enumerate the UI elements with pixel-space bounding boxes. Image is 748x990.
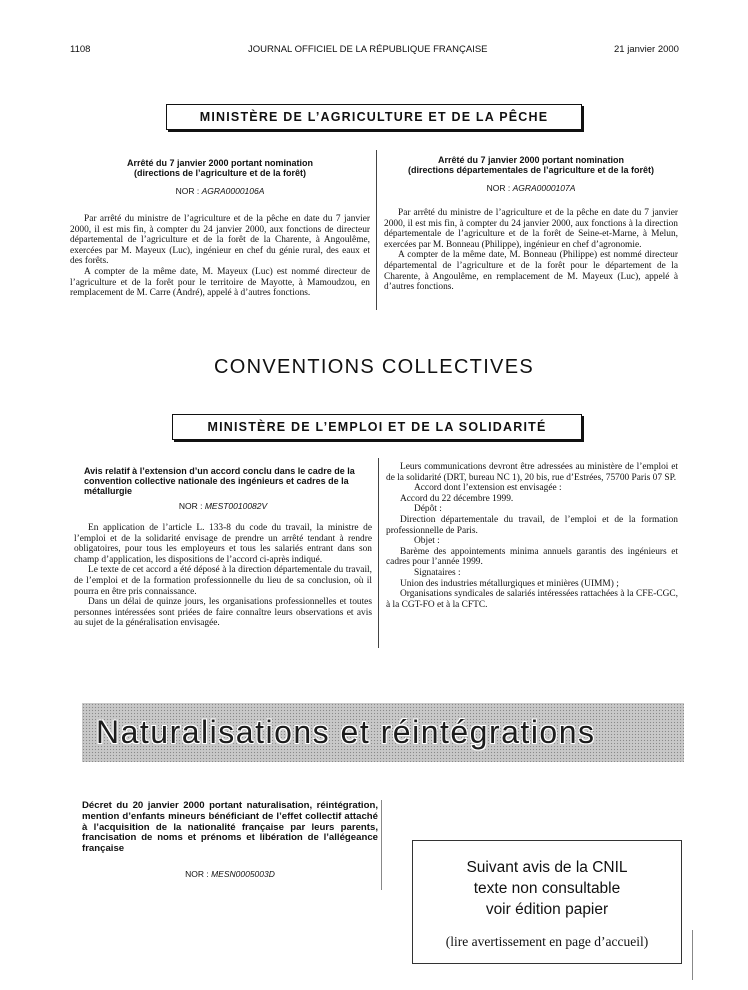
nor-code: AGRA0000106A xyxy=(201,186,265,196)
signataire-2: Organisations syndicales de salariés intéressées rattachées à la CFE-CGC, à la CGT-FO et à la CFTC. xyxy=(386,589,678,610)
nor-label: NOR : xyxy=(175,186,200,196)
cnil-line-1: Suivant avis de la CNIL xyxy=(466,859,628,876)
decret-title: Décret du 20 janvier 2000 portant naturalisation, réintégration, mention d’enfants mineurs bénéficiant de l’effet collectif attaché à l’acquisition de la nationalité française par leurs parents, francisation de noms et prénoms et libération de l’allégeance française xyxy=(82,800,378,855)
avis-right-paragraph-1: Leurs communications devront être adressées au ministère de l’emploi et de la solidarité (DRT, bureau NC 1), 20 bis, rue d’Estrées, 75700 Paris 07 SP. xyxy=(386,462,678,483)
avis-paragraph-1: En application de l’article L. 133-8 du code du travail, la ministre de l’emploi et de la solidarité envisage de prendre un arrêté tendant à rendre obligatoires, pour tous les employeurs et tous les salariés entrant dans son champ d’application, les dispositions de l’accord ci-après indiqué. xyxy=(74,523,372,565)
nor-code: MESN0005003D xyxy=(211,868,275,879)
accord-label: Accord dont l’extension est envisagée : xyxy=(414,483,562,494)
avis-right xyxy=(386,462,678,610)
decree-right-paragraph-2: A compter de la même date, M. Bonneau (Philippe) est nommé directeur départemental de l’agriculture et de la forêt pour le département de la Charente, à Angoulême, en remplacement de M. Mayeux (Luc), appelé à d’autres fonctions. xyxy=(384,250,678,293)
decret-naturalisation xyxy=(82,801,378,879)
margin-line xyxy=(692,930,693,980)
signataires-label: Signataires : xyxy=(414,567,461,578)
column-divider xyxy=(381,800,382,890)
ministry-employment-title: MINISTÈRE DE L’EMPLOI ET DE LA SOLIDARITÉ xyxy=(207,420,547,434)
ministry-employment-box xyxy=(172,414,582,440)
column-divider xyxy=(378,458,379,648)
journal-title: JOURNAL OFFICIEL DE LA RÉPUBLIQUE FRANÇAISE xyxy=(248,44,488,55)
decree-left-title-2: (directions de l’agriculture et de la forêt) xyxy=(133,168,307,178)
cnil-note: (lire avertissement en page d’accueil) xyxy=(445,934,649,949)
objet-value: Barème des appointements minima annuels garantis des ingénieurs et cadres pour l’année 1999. xyxy=(386,546,678,568)
decree-right-paragraph-1: Par arrêté du ministre de l’agriculture et de la pêche en date du 7 janvier 2000, il est mis fin, à compter du 24 janvier 2000, aux fonctions à la direction départementale de l’agriculture et de la forêt de Seine-et-Marne, à Melun, exercées par M. Bonneau (Philippe), ingénieur en chef d’agronomie. xyxy=(384,208,678,250)
avis-paragraph-3: Dans un délai de quinze jours, les organisations professionnelles et toutes personnes intéressées sont priées de faire connaître leurs observations et avis au sujet de la généralisation envisagée. xyxy=(74,597,372,629)
avis-paragraph-2: Le texte de cet accord a été déposé à la direction départementale du travail, de l’emploi et de la formation professionnelle du lieu de sa conclusion, où il pourra en être pris connaissance. xyxy=(74,565,372,597)
banner-title: Naturalisations et réintégrations xyxy=(96,714,596,750)
decree-right-title-1: Arrêté du 7 janvier 2000 portant nomination xyxy=(437,155,625,165)
nor-label: NOR : xyxy=(178,501,203,511)
decree-left-paragraph-1: Par arrêté du ministre de l’agriculture et de la pêche en date du 7 janvier 2000, il est mis fin, à compter du 24 janvier 2000, aux fonctions de directeur départemental de l’agriculture et de la forêt de la Charente, à Angoulême, exercées par M. Mayeux (Luc), ingénieur en chef du génie rural, des eaux et des forêts. xyxy=(70,214,370,267)
page-number: 1108 xyxy=(70,44,91,55)
decree-left-paragraph-2: A compter de la même date, M. Mayeux (Luc) est nommé directeur de l’agriculture et de la forêt pour le territoire de Mayotte, à Mamoudzou, en remplacement de M. Carre (André), appelé à d’autres fonctions. xyxy=(70,266,370,299)
avis-nor xyxy=(74,501,372,511)
decree-right-title-2: (directions départementales de l’agriculture et de la forêt) xyxy=(407,165,655,175)
cnil-notice-box xyxy=(412,840,682,964)
decree-left-nor xyxy=(70,186,370,196)
naturalisations-banner xyxy=(82,703,684,762)
objet-label: Objet : xyxy=(414,536,440,547)
decree-right xyxy=(384,155,678,293)
nor-label: NOR : xyxy=(185,868,209,879)
signataire-1: Union des industries métallurgiques et minières (UIMM) ; xyxy=(400,578,619,589)
section-title: CONVENTIONS COLLECTIVES xyxy=(214,356,534,378)
accord-value: Accord du 22 décembre 1999. xyxy=(400,493,514,504)
ministry-agriculture-box xyxy=(166,104,582,130)
decree-left-body xyxy=(70,214,370,299)
decree-right-body xyxy=(384,208,678,293)
column-divider xyxy=(376,150,377,310)
cnil-line-2: texte non consultable xyxy=(473,880,621,897)
decree-right-nor xyxy=(384,183,678,193)
nor-label: NOR : xyxy=(486,183,511,193)
depot-value: Direction départementale du travail, de l’emploi et de la formation professionnelle de Paris. xyxy=(386,514,678,536)
issue-date: 21 janvier 2000 xyxy=(614,44,679,55)
avis-left xyxy=(74,466,372,629)
decree-left-title-1: Arrêté du 7 janvier 2000 portant nomination xyxy=(126,158,314,168)
nor-code: AGRA0000107A xyxy=(512,183,576,193)
depot-label: Dépôt : xyxy=(414,504,442,515)
avis-title: Avis relatif à l’extension d’un accord conclu dans le cadre de la convention collective nationale des ingénieurs et cadres de la métallurgie xyxy=(84,466,355,496)
avis-body xyxy=(74,523,372,629)
ministry-agriculture-title: MINISTÈRE DE L’AGRICULTURE ET DE LA PÊCHE xyxy=(199,110,549,124)
decree-left xyxy=(70,158,370,299)
nor-code: MEST0010082V xyxy=(204,501,268,511)
decret-nor xyxy=(82,869,378,879)
cnil-line-3: voir édition papier xyxy=(485,901,609,918)
